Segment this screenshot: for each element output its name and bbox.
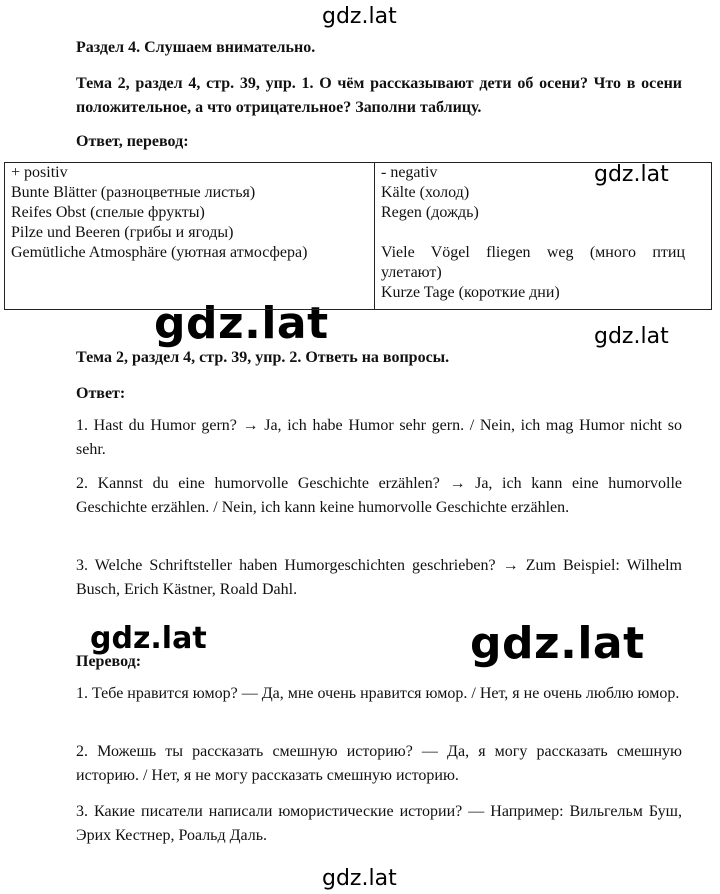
translation-item: 2. Можешь ты рассказать смешную историю? — Да, я могу рассказать смешную историю. / Нет, я не могу рассказать смешную историю. (76, 743, 682, 784)
negative-item: Regen (дождь) (381, 204, 479, 221)
task2-title: Тема 2, раздел 4, стр. 39, упр. 2. Ответь на вопросы. (76, 349, 450, 366)
answer-item: 3. Welche Schriftsteller haben Humorgeschichten geschrieben? → Zum Beispiel: Wilhelm Busch, Erich Kästner, Roald Dahl. (76, 557, 682, 598)
positive-column (5, 163, 375, 310)
translation-item: 1. Тебе нравится юмор? — Да, мне очень нравится юмор. / Нет, я не очень люблю юмор. (76, 685, 680, 702)
positive-item: Pilze und Beeren (грибы и ягоды) (11, 224, 234, 241)
task1-answer-label: Ответ, перевод: (76, 133, 189, 150)
watermark-right: gdz.lat (594, 324, 669, 349)
watermark-bottom: gdz.lat (322, 866, 397, 891)
negative-column (375, 163, 712, 310)
negative-header: - negativ (381, 164, 438, 181)
table-gap (381, 223, 707, 243)
positive-item: Gemütliche Atmosphäre (уютная атмосфера) (11, 244, 308, 261)
watermark-large-left: gdz.lat (154, 298, 329, 349)
positive-header: + positiv (11, 164, 68, 181)
section-title: Раздел 4. Слушаем внимательно. (76, 39, 316, 56)
answer-item: 2. Kannst du eine humorvolle Geschichte erzählen? → Ja, ich kann eine humorvolle Geschichte erzählen. / Nein, ich kann keine humorvolle Geschichte erzählen. (76, 475, 682, 516)
positive-item: Reifes Obst (спелые фрукты) (11, 204, 205, 221)
answer-item: 1. Hast du Humor gern? → Ja, ich habe Humor sehr gern. / Nein, ich mag Humor nicht so sehr. (76, 417, 682, 458)
watermark-large-right: gdz.lat (470, 618, 645, 669)
negative-item: Kälte (холод) (381, 184, 470, 201)
positive-item: Bunte Blätter (разноцветные листья) (11, 184, 256, 201)
task2-answer-label: Ответ: (76, 385, 126, 402)
negative-item: Kurze Tage (короткие дни) (381, 284, 560, 301)
watermark-table-right: gdz.lat (594, 162, 669, 187)
autumn-table (4, 162, 712, 310)
translation-item: 3. Какие писатели написали юмористические истории? — Например: Вильгельм Буш, Эрих Кестнер, Роальд Даль. (76, 803, 682, 844)
watermark-mid-left: gdz.lat (90, 621, 207, 656)
task1-title: Тема 2, раздел 4, стр. 39, упр. 1. О чём рассказывают дети об осени? Что в осени положительное, а что отрицательное? Заполни таблицу. (76, 75, 682, 116)
translation-label: Перевод: (76, 653, 142, 670)
watermark-top: gdz.lat (322, 4, 397, 29)
negative-item: Viele Vögel fliegen weg (много птиц улетают) (381, 244, 685, 281)
